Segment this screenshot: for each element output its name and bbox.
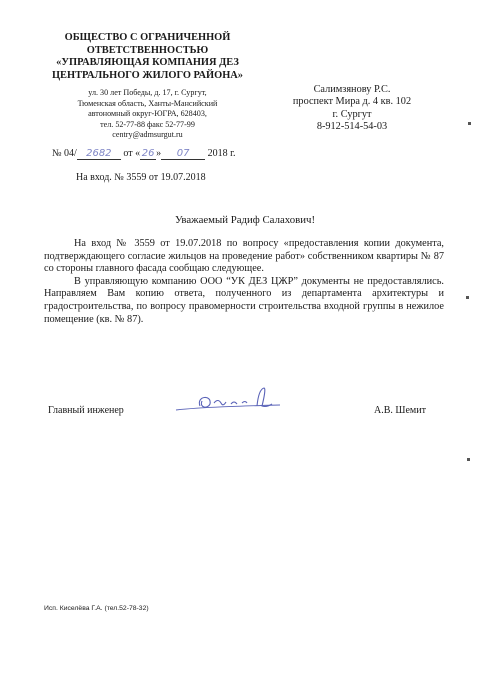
org-address — [40, 88, 255, 141]
scan-margin-mark — [466, 296, 469, 299]
org-name-line: ОБЩЕСТВО С ОГРАНИЧЕННОЙ — [64, 32, 231, 43]
incoming-reference: На вход. № 3559 от 19.07.2018 — [76, 172, 206, 183]
org-address-line: автономный округ-ЮГРА, 628403, — [88, 109, 207, 119]
body-paragraph: В управляющую компанию ООО “УК ДЕЗ ЦЖР” документы не предоставлялись. Направляем Вам копию ответа, полученного из департамента архитектуры и градостроительства, по вопросу правомерности строительства входной группы в нежилое помещение (кв. № 87). — [44, 275, 444, 325]
outgoing-year: 2018 г. — [207, 148, 236, 159]
org-name-line: «УПРАВЛЯЮЩАЯ КОМПАНИЯ ДЕЗ — [56, 57, 239, 69]
org-address-line: Тюменская область, Ханты-Мансийский — [77, 98, 218, 108]
recipient-block — [262, 84, 442, 134]
org-address-line: ул. 30 лет Победы, д. 17, г. Сургут, — [88, 88, 207, 97]
outgoing-handwritten-number: 2682 — [77, 148, 121, 160]
scan-margin-mark — [468, 122, 471, 125]
greeting: Уважаемый Радиф Салахович! — [174, 214, 316, 226]
outgoing-quote-close: » — [156, 148, 162, 159]
scan-margin-mark — [467, 458, 470, 461]
executor-note: Исп. Киселёва Г.А. (тел.52-78-32) — [44, 605, 149, 612]
letter-body — [44, 238, 444, 326]
signer-name: А.В. Шемит — [374, 405, 426, 416]
recipient-city: г. Сургут — [332, 108, 372, 120]
org-address-line: тел. 52-77-88 факс 52-77-99 — [100, 119, 195, 129]
outgoing-from-label: от « — [123, 148, 141, 159]
org-name-line: ОТВЕТСТВЕННОСТЬЮ — [86, 44, 209, 56]
recipient-phone: 8-912-514-54-03 — [316, 121, 388, 133]
outgoing-handwritten-month: 07 — [161, 148, 205, 160]
recipient-address: проспект Мира д. 4 кв. 102 — [292, 96, 412, 108]
org-name-line: ЦЕНТРАЛЬНОГО ЖИЛОГО РАЙОНА» — [51, 69, 244, 81]
handwritten-signature — [174, 384, 284, 418]
outgoing-number — [52, 148, 236, 160]
org-name — [40, 32, 255, 82]
org-email: centry@admsurgut.ru — [112, 130, 183, 140]
outgoing-prefix: № 04/ — [52, 148, 77, 159]
outgoing-handwritten-day: 26 — [141, 148, 155, 159]
signer-position: Главный инженер — [48, 405, 124, 416]
body-paragraph: На вход № 3559 от 19.07.2018 по вопросу «предоставления копии документа, подтверждающего согласие жильцов на проведение работ» собственником квартиры № 87 со стороны главного фасада сообщаю следующее. — [44, 238, 444, 275]
recipient-name: Салимзянову Р.С. — [313, 84, 391, 95]
